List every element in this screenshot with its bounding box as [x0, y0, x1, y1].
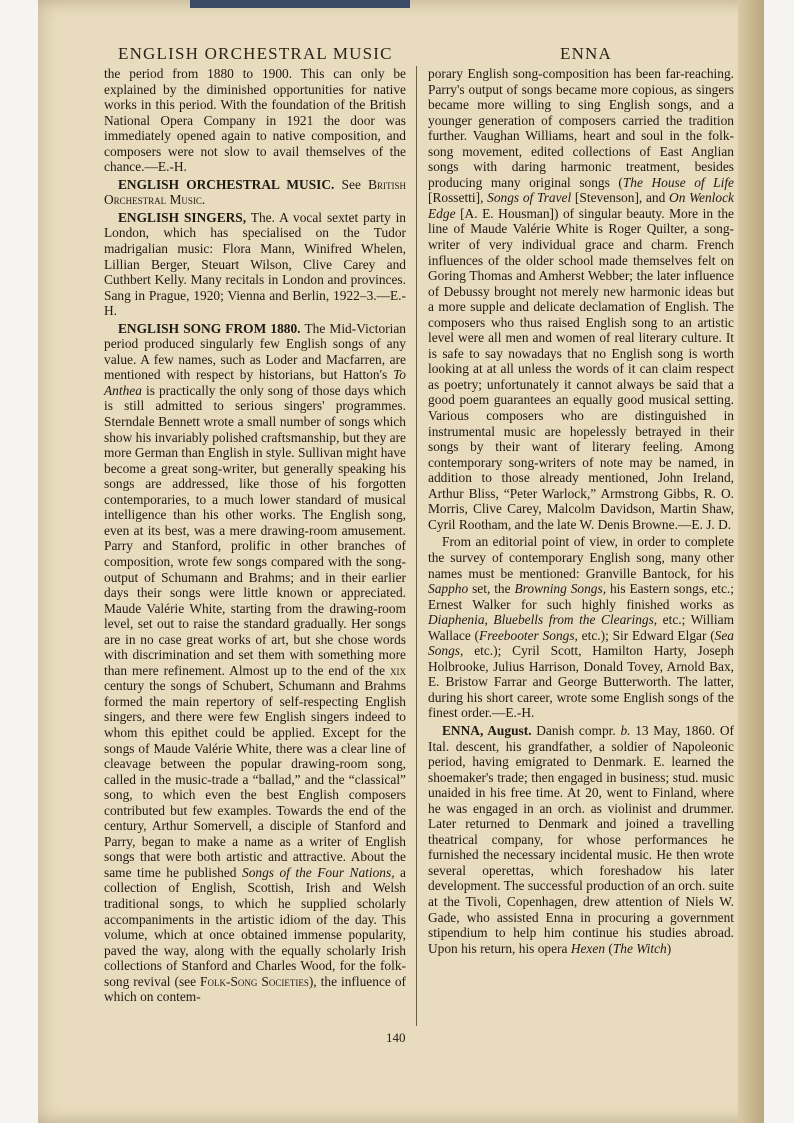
entry-text: etc.; William Wallace ( — [428, 612, 734, 643]
entry-text: ), the influence of which on contem- — [104, 973, 406, 1005]
entry-text: Danish compr. — [531, 722, 621, 738]
entry-text: [A. E. Housman]) of singular beauty. More in the line of Maude Valérie White is Roger Quilter, a song-writer of very individual grace and charm. French influences of the older school made themselves felt on Goring Thomas and Amherst Webber; the later influence of Debussy brought not merely new harmonic ideas but a more supple and delicate declamation of English. The composers who thus raised English song to an artistic level were all men and women of real literary culture. It is safe to say nowadays that no English song is worth looking at at all unless the words of it can claim respect as poetry; unfortunately it cannot always be said that a good poem guarantees an equally good musical setting. Various composers who are distinguished in instrumental music are hopelessly betrayed in their songs by their want of literary feeling. Among contemporary song-writers of note may be named, in addition to those already mentioned, John Ireland, Arthur Bliss, “Peter Warlock,” Armstrong Gibbs, R. O. Morris, Clive Carey, Malcolm Davidson, Martin Shaw, Cyril Rootham, and the late W. Denis Browne.—E. J. D. — [428, 205, 734, 532]
entry-english-orchestral-music — [104, 177, 406, 208]
entry-text: The Mid-Victorian period produced singularly few English songs of any value. A few names, such as Loder and Macfarren, are mentioned with respect by historians, but Hatton's — [104, 320, 406, 383]
entry-enna-august — [428, 723, 734, 956]
italic-title: The House of Life — [622, 174, 734, 190]
italic-title: Browning Songs, — [514, 581, 607, 597]
entry-text: ) — [666, 940, 672, 956]
entry-text: etc.); Sir Edward Elgar ( — [577, 627, 715, 643]
italic-title: Songs of Travel — [487, 190, 572, 206]
cross-reference: Folk-Song Societies — [200, 973, 309, 989]
italic-title: Songs of the Four Nations, — [242, 864, 395, 880]
italic-title: On Wenlock Edge — [428, 190, 734, 221]
entry-text: porary English song-composition has been far-reaching. Parry's output of songs became more copious, as singers became more willing to sing English songs, and a younger generation of composers carried the tradition further. Vaughan Williams, heart and soul in the folk-song movement, edited collections of East Anglian songs with daring harmonic treatment, besides producing many original songs ( — [428, 66, 734, 190]
column-rule — [416, 66, 417, 1026]
paragraph-song-continuation — [428, 66, 734, 532]
entry-text: his Eastern songs, etc.; Ernest Walker for such highly finished works as — [428, 581, 735, 612]
entry-text: ( — [605, 940, 613, 956]
entry-text: a collection of English, Scottish, Irish and Welsh traditional songs, to which he supplied scholarly accompaniments in the artistic idiom of the day. This volume, which at once obtained immense popularity, paved the way, along with the equally scholarly Irish collections of Stanford and Charles Wood, for the folk-song revival (see — [104, 864, 406, 989]
italic-title: The Witch — [612, 940, 667, 956]
paragraph-editorial-note — [428, 534, 734, 721]
entry-headword: ENGLISH SINGERS, — [118, 209, 247, 225]
entry-text: is practically the only song of those days which is still admitted to serious singers' programmes. Sterndale Bennett wrote a small number of songs which show his invariably polished craftsmanship, but they are more German than English in style. Sullivan might have become a great song-writer, but generally speaking his songs are addressed, like those of his forgotten contemporaries, to a much lower standard of musical intelligence than his other works. The English song, even at its best, was a mere drawing-room amusement. Parry and Stanford, prolific in other branches of composition, wrote few songs compared with the song-output of Schumann and Brahms; and in their earlier days their songs were little known or appreciated. Maude Valérie White, starting from the drawing-room level, set out to raise the standard gradually. Her songs are in no case great works of art, but she chose words with discrimination and set them with something more than mere refinement. Almost up to the end of the — [104, 382, 406, 678]
running-head-left: ENGLISH ORCHESTRAL MUSIC — [118, 44, 393, 63]
entry-english-song — [104, 321, 406, 1005]
paragraph-text: the period from 1880 to 1900. This can only be explained by the diminished opportunities for native works in this period. With the foundation of the British National Opera Company in 1921 the door was immediately opened again to native composition, and composers were not slow to avail themselves of the chance.—E.-H. — [104, 66, 406, 175]
entry-text: See — [334, 176, 369, 192]
paragraph-period-continuation — [104, 66, 406, 175]
entry-headword: ENNA, August. — [442, 722, 532, 738]
century-numeral: xix — [390, 662, 406, 678]
entry-headword: ENGLISH ORCHESTRAL MUSIC. — [118, 176, 335, 192]
entry-text: [Stevenson], and — [571, 190, 670, 206]
entry-text: set, the — [468, 581, 515, 597]
entry-headword: ENGLISH SONG FROM 1880. — [118, 320, 301, 336]
book-cover-edge — [190, 0, 410, 8]
entry-text: From an editorial point of view, in order to complete the survey of contemporary English song, many other names must be mentioned: Granville Bantock, for his — [428, 534, 734, 581]
italic-title: To Anthea — [104, 367, 406, 398]
italic-title: Hexen — [570, 940, 606, 956]
left-column — [104, 66, 406, 1007]
italic-title: Freebooter Songs, — [479, 627, 578, 643]
page-edge-shadow — [738, 0, 764, 1123]
running-head-right: ENNA — [560, 44, 613, 63]
entry-english-singers — [104, 210, 406, 319]
italic-title: Diaphenia, Bluebells from the Clearings, — [428, 612, 658, 628]
right-column — [428, 66, 734, 958]
italic-abbrev: b. — [620, 722, 631, 738]
italic-title: Sea Songs, — [428, 627, 735, 659]
entry-text: century the songs of Schubert, Schumann and Brahms formed the main repertory of self-respecting English singers, and there were few English singers indeed to whom this epithet could be applied. Except for the songs of Maude Valérie White, there was a clear line of cleavage between the popular drawing-room song, called in the music-trade a “ballad,” and the “classical” song, to which even the best English composers contributed but few examples. Towards the end of the century, Arthur Somervell, a disciple of Stanford and Parry, began to make a name as a writer of English songs that were both artistic and attractive. About the same time he published — [104, 678, 406, 880]
italic-title: Sappho — [428, 581, 469, 597]
cross-reference: British Orchestral Music. — [104, 176, 406, 208]
entry-text: The. A vocal sextet party in London, which has specialised on the Tudor madrigalian music: Flora Mann, Winifred Whelen, Lillian Berger, Steuart Wilson, Clive Carey and Cuthbert Kelly. Many recitals in London and provinces. Sang in Prague, 1920; Vienna and Berlin, 1922–3.—E.-H. — [104, 209, 406, 319]
page-number: 140 — [386, 1030, 406, 1045]
entry-text: etc.); Cyril Scott, Hamilton Harty, Joseph Holbrooke, Julius Harrison, Donald Tovey, Arnold Bax, E. Bristow Farrar and George Butterworth. The latter, during his short career, wrote some English songs of the finest order.—E.-H. — [428, 643, 734, 721]
entry-text: 13 May, 1860. Of Ital. descent, his grandfather, a soldier of Napoleonic period, having emigrated to Denmark. E. learned the shoemaker's trade; then engaged in business; stud. music unaided in his free time. At 20, went to Finland, where he was engaged in an orch. as violinist and drummer. Later returned to Denmark and joined a travelling theatrical company, for whose performances he furnished the necessary incidental music. He then wrote several operettas, which foreshadow his later development. The successful production of an orch. suite at the Tivoli, Copenhagen, drew attention of Niels W. Gade, who assisted Enna in procuring a government stipendium to help him continue his studies abroad. Upon his return, his opera — [428, 722, 734, 956]
entry-text: [Rossetti], — [428, 190, 488, 206]
